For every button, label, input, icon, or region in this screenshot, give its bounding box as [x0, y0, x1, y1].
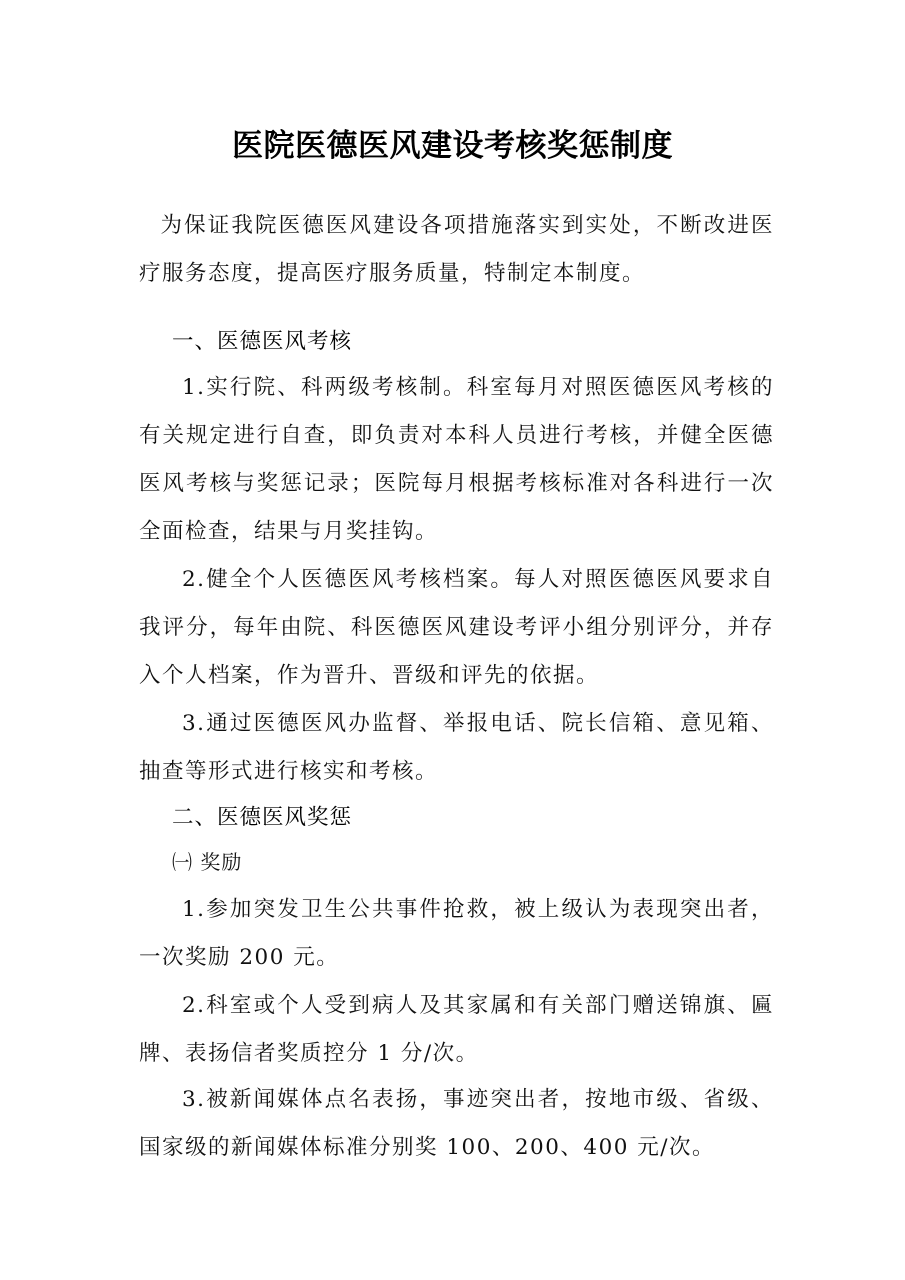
section-heading-assessment: 一、医德医风考核 [172, 329, 353, 354]
assessment-item-1: 1.实行院、科两级考核制。科室每月对照医德医风考核的有关规定进行自查，即负责对本科人员进行考核，并健全医德医风考核与奖惩记录；医院每月根据考核标准对各科进行一次全面检查，结果与月奖挂钩。 [139, 375, 774, 544]
page-title: 医院医德医风建设考核奖惩制度 [232, 128, 673, 164]
intro-paragraph: 为保证我院医德医风建设各项措施落实到实处，不断改进医疗服务态度，提高医疗服务质量，特制定本制度。 [139, 213, 774, 286]
assessment-item-3: 3.通过医德医风办监督、举报电话、院长信箱、意见箱、抽查等形式进行核实和考核。 [139, 711, 774, 784]
reward-item-2: 2.科室或个人受到病人及其家属和有关部门赠送锦旗、匾牌、表扬信者奖质控分 1 分/次。 [139, 993, 774, 1066]
section-heading-rewards-penalties: 二、医德医风奖惩 [172, 805, 353, 830]
assessment-item-2: 2.健全个人医德医风考核档案。每人对照医德医风要求自我评分，每年由院、科医德医风建设考评小组分别评分，并存入个人档案，作为晋升、晋级和评先的依据。 [139, 567, 774, 688]
reward-item-1: 1.参加突发卫生公共事件抢救，被上级认为表现突出者，一次奖励 200 元。 [139, 897, 774, 970]
reward-item-3: 3.被新闻媒体点名表扬，事迹突出者，按地市级、省级、国家级的新闻媒体标准分别奖 100、200、400 元/次。 [139, 1087, 774, 1160]
subsection-heading-rewards: ㈠ 奖励 [172, 850, 243, 874]
